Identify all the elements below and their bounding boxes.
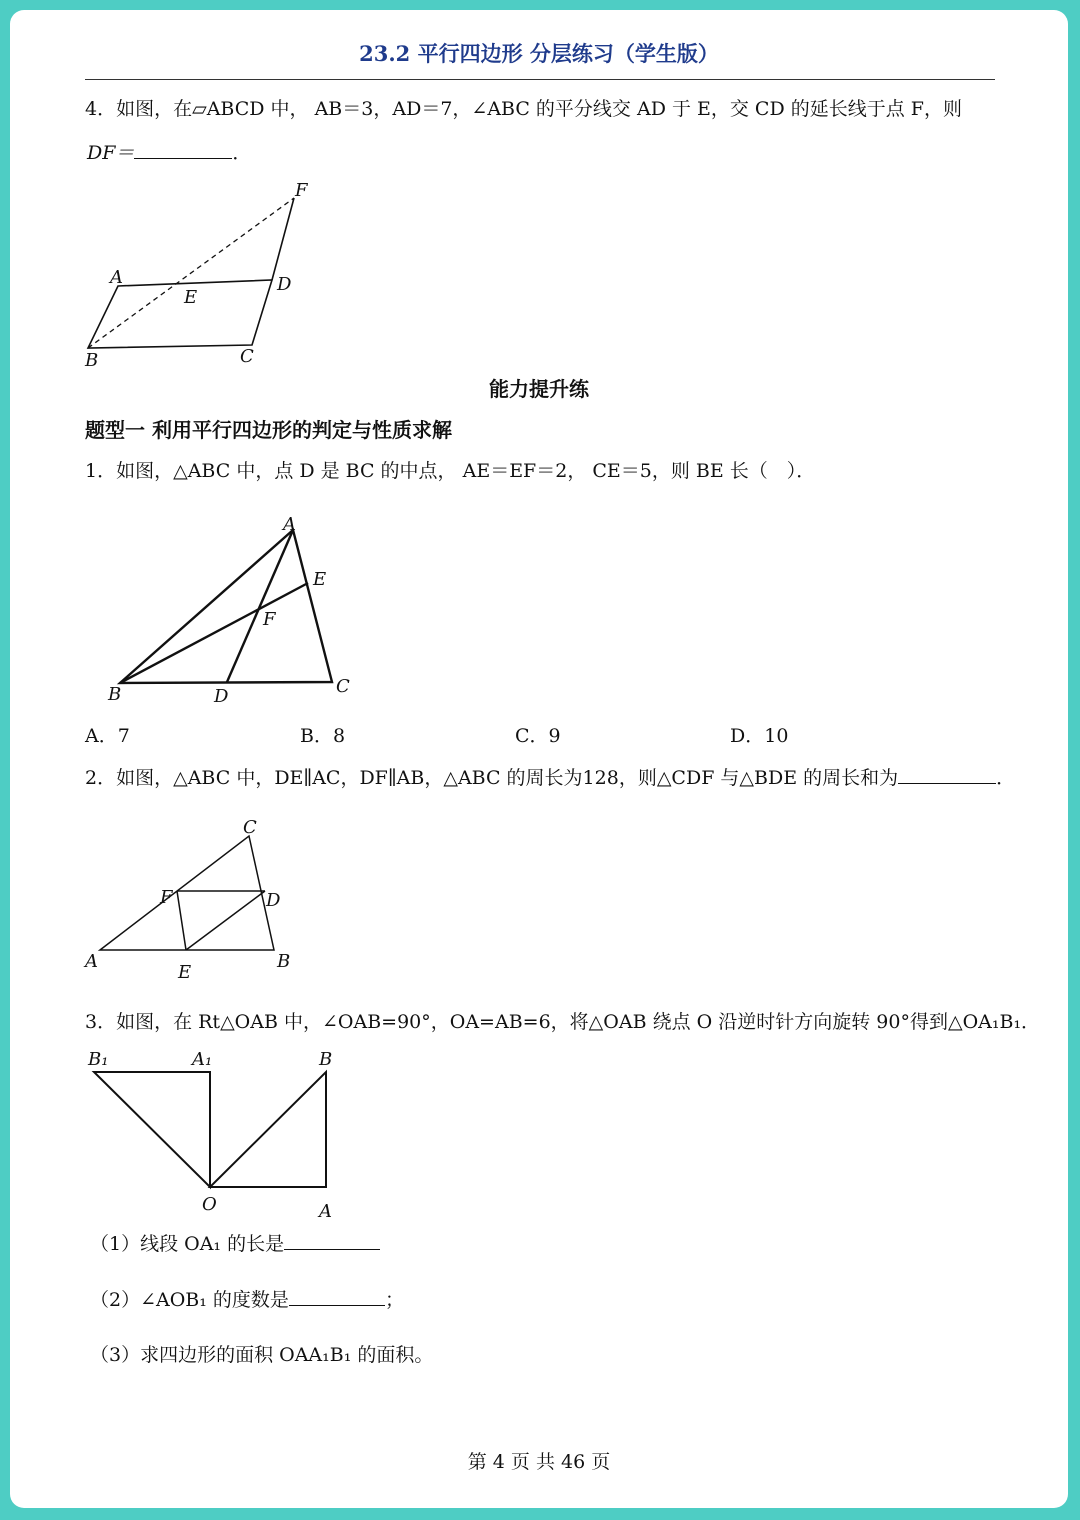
label-E: E	[178, 962, 192, 983]
q3-sub1-text: （1）线段 OA₁ 的长是	[90, 1233, 285, 1255]
q1-option-d[interactable]: D．10	[730, 725, 789, 747]
q3-sub1-blank[interactable]	[284, 1231, 380, 1250]
label-C: C	[243, 817, 257, 838]
segment-fe	[177, 891, 186, 950]
segment-ad	[227, 530, 293, 682]
label-A: A	[283, 514, 296, 535]
q2-line	[85, 763, 1015, 790]
segment-be	[120, 583, 308, 683]
q3-rotation-figure	[80, 1042, 380, 1227]
q3-sub2-blank[interactable]	[289, 1287, 385, 1306]
header-title: 23.2 平行四边形 分层练习（学生版）	[359, 41, 719, 66]
label-E: E	[313, 569, 327, 590]
triangle-abc	[100, 836, 274, 950]
label-C: C	[336, 676, 350, 697]
label-D: D	[214, 686, 229, 707]
question-type-title: 题型一 利用平行四边形的判定与性质求解	[85, 418, 452, 442]
label-D: D	[277, 274, 292, 295]
q4-parallelogram-figure	[80, 170, 340, 375]
q2-answer-blank[interactable]	[898, 765, 996, 784]
q2-text: 2．如图，△ABC 中，DE∥AC，DF∥AB，△ABC 的周长为128，则△CDF 与△BDE 的周长和为	[85, 767, 899, 789]
q3-sub2-end: ；	[384, 1289, 404, 1311]
label-B: B	[108, 684, 122, 705]
q4-answer-blank[interactable]	[134, 140, 232, 159]
page-footer: 第 4 页 共 46 页	[467, 1451, 611, 1473]
label-F: F	[263, 609, 276, 630]
q3-sub1	[90, 1229, 380, 1256]
section-title: 能力提升练	[489, 377, 589, 401]
q4-df-label: DF＝	[87, 142, 135, 164]
q1-text: 1．如图，△ABC 中，点 D 是 BC 的中点， AE＝EF＝2， CE＝5，则 BE 长（ ）．	[85, 460, 816, 482]
label-C: C	[240, 346, 254, 367]
label-B: B	[85, 350, 99, 371]
label-B1: B₁	[88, 1049, 109, 1070]
label-O: O	[202, 1194, 217, 1215]
triangle-oa1b1	[94, 1072, 210, 1187]
q1-option-b[interactable]: B．8	[300, 725, 346, 747]
label-A1: A₁	[192, 1049, 213, 1070]
q4-line2	[87, 138, 251, 165]
header-rule	[85, 79, 995, 80]
q1-triangle-figure	[90, 505, 380, 715]
q4-end: ．	[232, 142, 252, 164]
q3-sub2-text: （2）∠AOB₁ 的度数是	[90, 1289, 289, 1311]
q3-sub3: （3）求四边形的面积 OAA₁B₁ 的面积。	[90, 1344, 434, 1366]
q1-option-a[interactable]: A．7	[85, 725, 130, 747]
triangle-oab	[210, 1072, 326, 1187]
parallelogram-abcd	[88, 280, 272, 348]
q3-text: 3．如图，在 Rt△OAB 中，∠OAB=90°，OA=AB=6，将△OAB 绕点 O 沿逆时针方向旋转 90°得到△OA₁B₁．	[85, 1011, 1041, 1033]
label-E: E	[184, 287, 198, 308]
label-B: B	[277, 951, 291, 972]
label-D: D	[266, 890, 281, 911]
label-A: A	[85, 951, 98, 972]
label-A: A	[110, 267, 123, 288]
label-A: A	[319, 1201, 332, 1222]
q3-sub2	[90, 1285, 404, 1312]
label-B: B	[319, 1049, 333, 1070]
q2-triangle-figure	[80, 810, 320, 985]
cd-extension	[272, 198, 294, 280]
document-page	[10, 10, 1068, 1508]
triangle-abc	[120, 530, 332, 683]
label-F: F	[160, 887, 173, 908]
q4-text: 4．如图，在▱ABCD 中， AB＝3，AD＝7，∠ABC 的平分线交 AD 于 E，交 CD 的延长线于点 F，则	[85, 98, 962, 120]
label-F: F	[295, 180, 308, 201]
segment-de	[186, 891, 265, 950]
q1-option-c[interactable]: C．9	[515, 725, 561, 747]
q2-end: ．	[996, 767, 1016, 789]
